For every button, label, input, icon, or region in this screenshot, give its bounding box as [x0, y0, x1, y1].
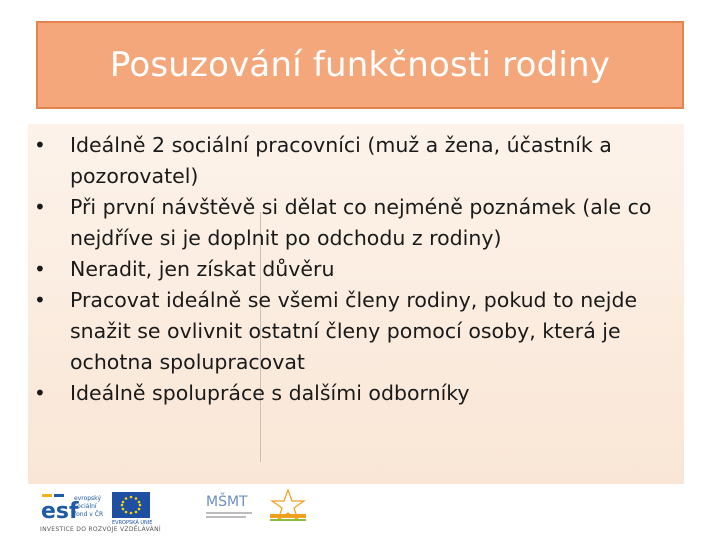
bullet-text: Neradit, jen získat důvěru: [70, 257, 335, 281]
slide-title: Posuzování funkčnosti rodiny: [109, 45, 611, 85]
bullet-item: [32, 192, 682, 254]
eu-flag-icon: [112, 490, 192, 524]
op-logo-icon: [268, 488, 308, 524]
bullet-item: [32, 130, 682, 192]
esf-side-text-0: evropský: [74, 495, 101, 502]
title-banner: [36, 21, 684, 109]
esf-logo-text: esf: [41, 499, 79, 524]
esf-side-text-1: sociální: [74, 503, 97, 510]
bullet-text: Při první návštěvě si dělat co nejméně poznámek (ale co nejdříve si je doplnit po odchodu z rodiny): [70, 195, 652, 250]
msmt-logo-text: MŠMT: [206, 494, 248, 510]
msmt-logo-icon: [202, 488, 262, 526]
esf-side-text-2: fond v ČR: [74, 511, 104, 518]
bullet-icon: •: [34, 195, 46, 219]
bullet-icon: •: [34, 288, 46, 312]
footer-logos: [40, 488, 680, 536]
bullet-item: [32, 378, 682, 409]
bullet-item: [32, 254, 682, 285]
bullet-text: Pracovat ideálně se všemi členy rodiny, pokud to nejde snažit se ovlivnit ostatní členy pomocí osoby, která je ochotna spolupracovat: [70, 288, 638, 374]
bullet-text: Ideálně spolupráce s dalšími odborníky: [70, 381, 470, 405]
bullet-icon: •: [34, 381, 46, 405]
bullet-text: Ideálně 2 sociální pracovníci (muž a žena, účastník a pozorovatel): [70, 133, 612, 188]
invest-caption: INVESTICE DO ROZVOJE VZDĚLÁVÁNÍ: [40, 526, 161, 533]
bullet-list: [32, 130, 682, 409]
eu-logo-text: EVROPSKÁ UNIE: [112, 520, 153, 524]
bullet-icon: •: [34, 257, 46, 281]
bullet-item: [32, 285, 682, 378]
esf-logo-icon: [40, 490, 106, 524]
bullet-icon: •: [34, 133, 46, 157]
